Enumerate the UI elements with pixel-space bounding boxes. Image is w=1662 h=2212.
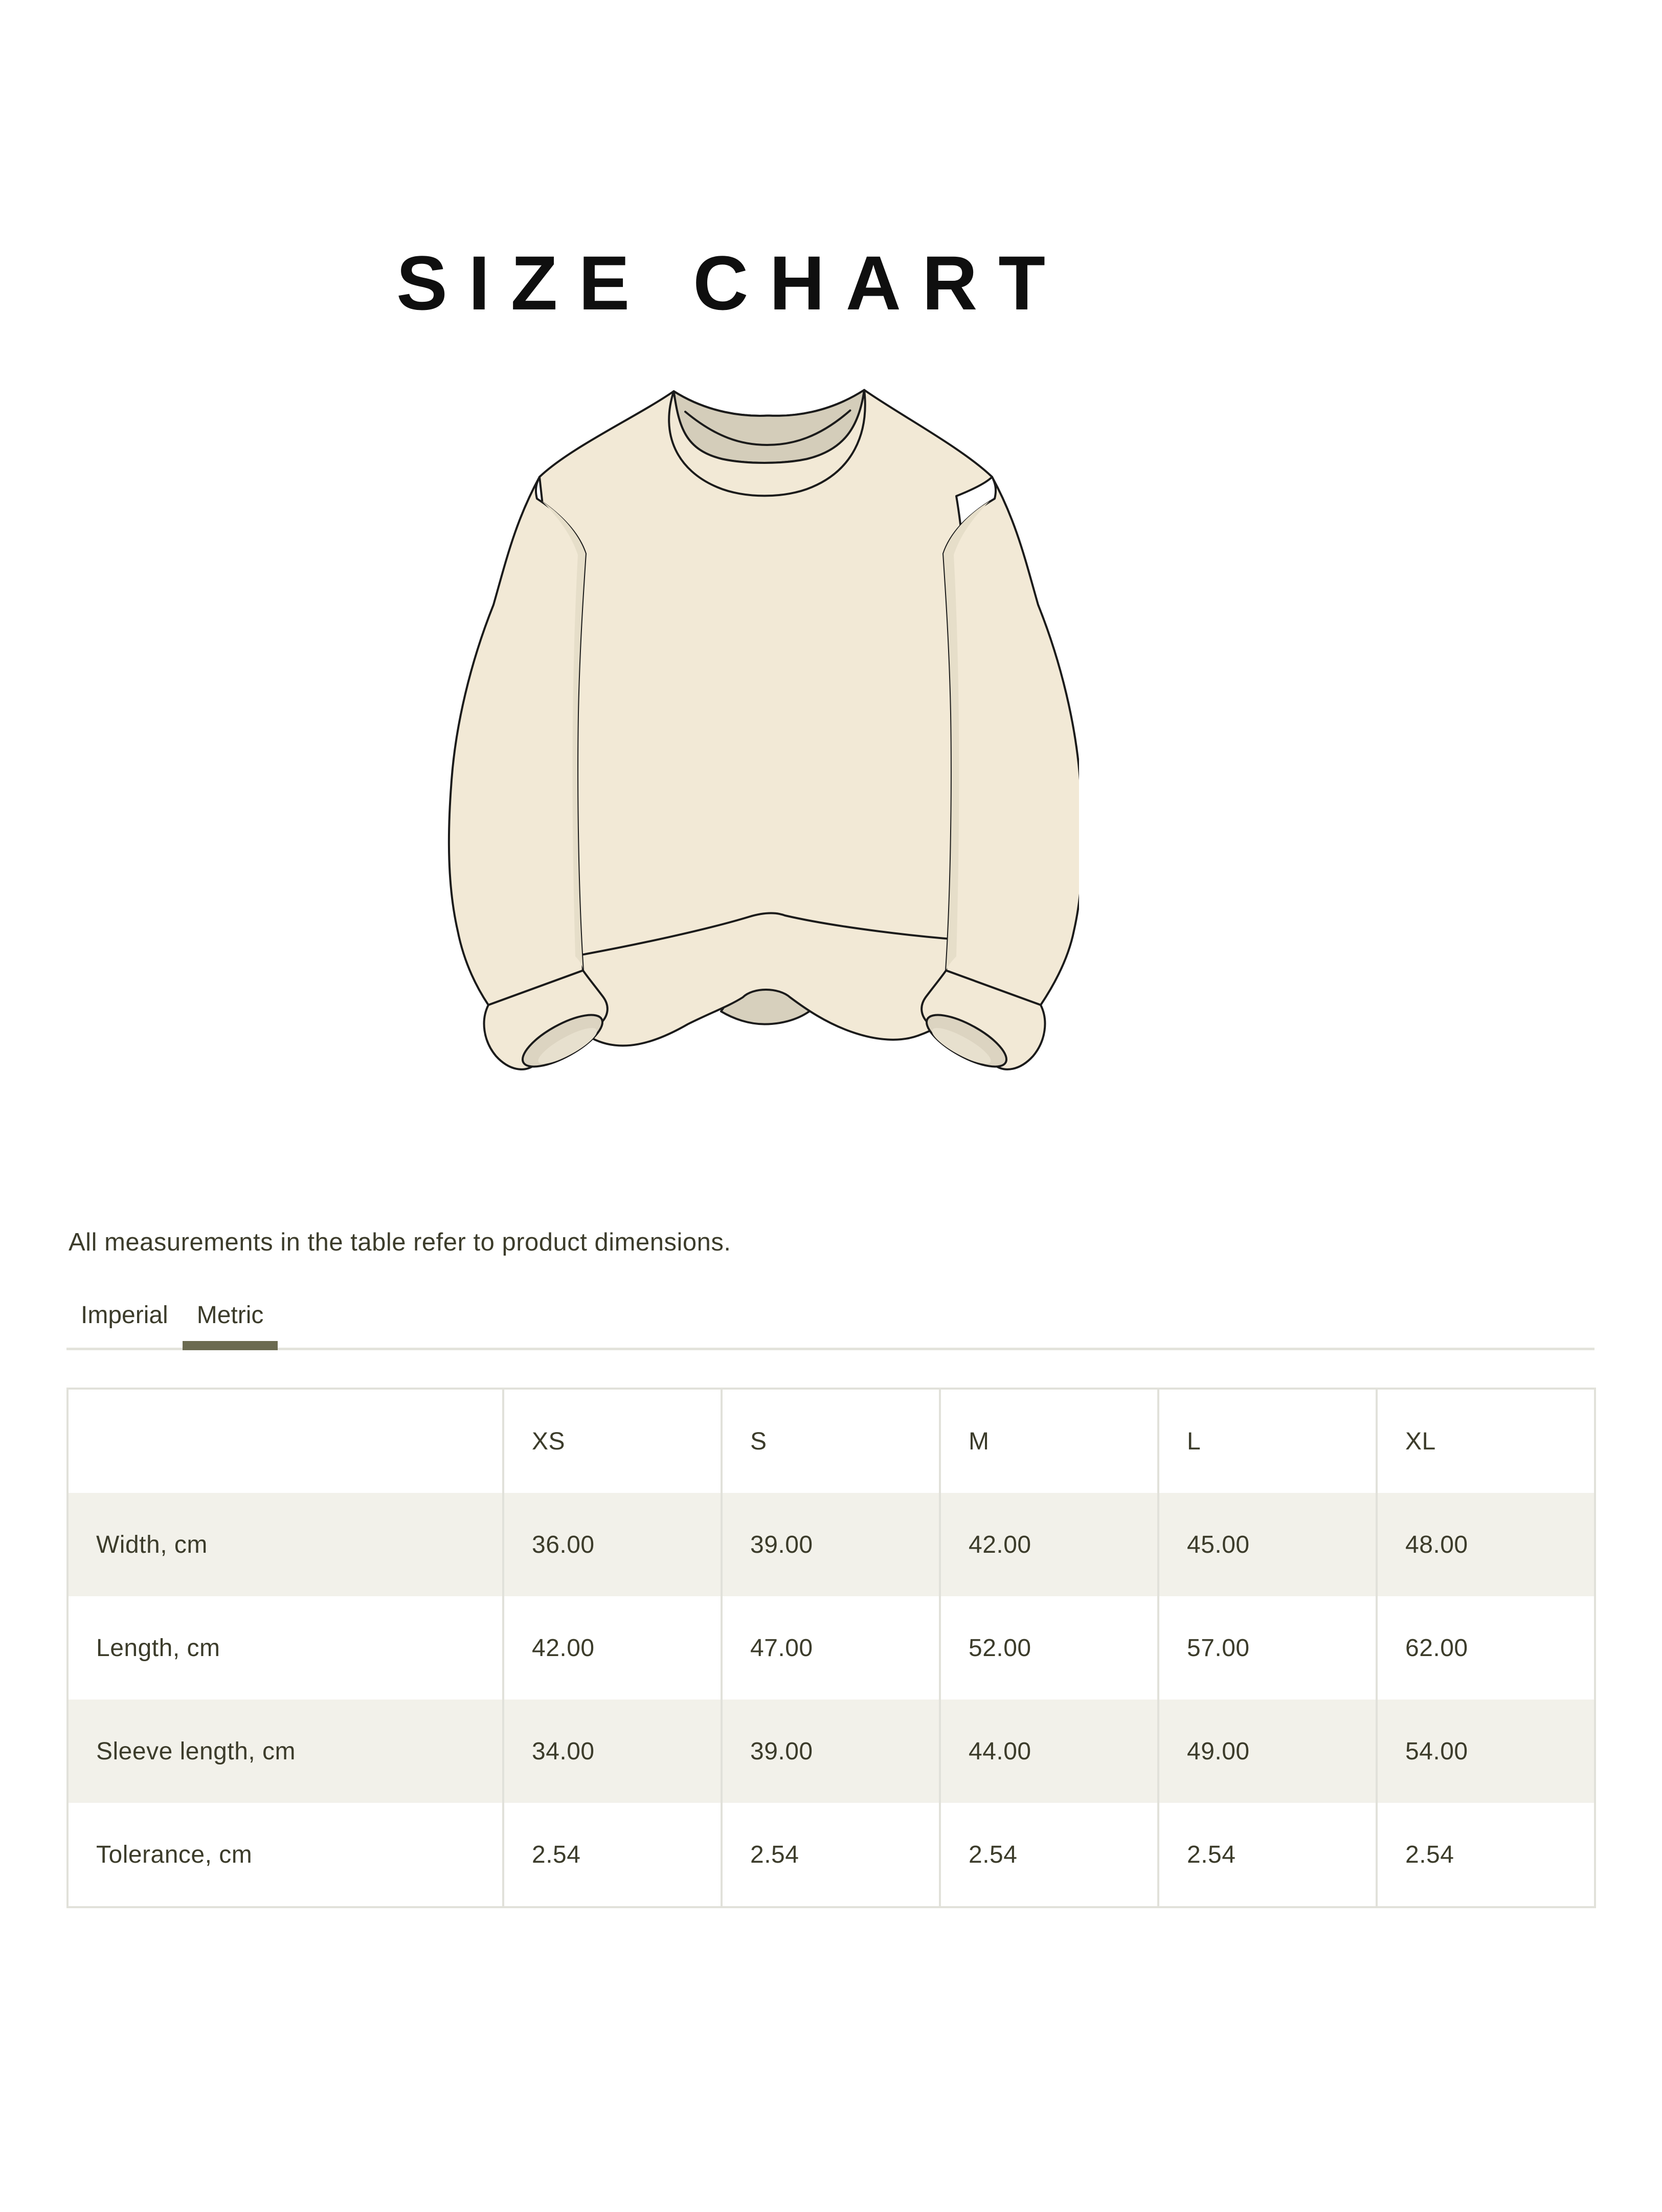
cell-value: 36.00 xyxy=(503,1493,722,1596)
size-column-header: S xyxy=(722,1389,940,1493)
tab-imperial[interactable]: Imperial xyxy=(81,1302,168,1329)
cell-value: 42.00 xyxy=(503,1596,722,1700)
cell-value: 2.54 xyxy=(1158,1803,1377,1907)
size-table-header-row xyxy=(68,1389,1595,1493)
cell-value: 57.00 xyxy=(1158,1596,1377,1700)
cell-value: 47.00 xyxy=(722,1596,940,1700)
cell-value: 54.00 xyxy=(1377,1700,1595,1803)
unit-tabs xyxy=(66,1298,1594,1350)
cell-value: 39.00 xyxy=(722,1700,940,1803)
row-label: Length, cm xyxy=(68,1596,503,1700)
row-label: Tolerance, cm xyxy=(68,1803,503,1907)
table-row xyxy=(68,1803,1595,1907)
sweater-illustration xyxy=(445,355,1079,1077)
cell-value: 49.00 xyxy=(1158,1700,1377,1803)
sweater-right-sleeve xyxy=(944,477,1079,1006)
size-column-header: M xyxy=(940,1389,1158,1493)
cell-value: 34.00 xyxy=(503,1700,722,1803)
size-table-corner-cell xyxy=(68,1389,503,1493)
size-column-header: XS xyxy=(503,1389,722,1493)
cell-value: 2.54 xyxy=(722,1803,940,1907)
row-label: Width, cm xyxy=(68,1493,503,1596)
sweater-left-sleeve xyxy=(449,477,586,1006)
row-label: Sleeve length, cm xyxy=(68,1700,503,1803)
size-column-header: L xyxy=(1158,1389,1377,1493)
cell-value: 2.54 xyxy=(1377,1803,1595,1907)
cell-value: 42.00 xyxy=(940,1493,1158,1596)
size-column-header: XL xyxy=(1377,1389,1595,1493)
cell-value: 52.00 xyxy=(940,1596,1158,1700)
page-title: SIZE CHART xyxy=(396,239,1066,326)
size-table xyxy=(66,1388,1596,1908)
cell-value: 44.00 xyxy=(940,1700,1158,1803)
tab-metric[interactable]: Metric xyxy=(183,1298,278,1348)
measurements-note: All measurements in the table refer to product dimensions. xyxy=(69,1228,731,1256)
cell-value: 39.00 xyxy=(722,1493,940,1596)
table-row xyxy=(68,1596,1595,1700)
cell-value: 2.54 xyxy=(503,1803,722,1907)
table-row xyxy=(68,1700,1595,1803)
cell-value: 62.00 xyxy=(1377,1596,1595,1700)
table-row xyxy=(68,1493,1595,1596)
cell-value: 45.00 xyxy=(1158,1493,1377,1596)
cell-value: 2.54 xyxy=(940,1803,1158,1907)
cell-value: 48.00 xyxy=(1377,1493,1595,1596)
